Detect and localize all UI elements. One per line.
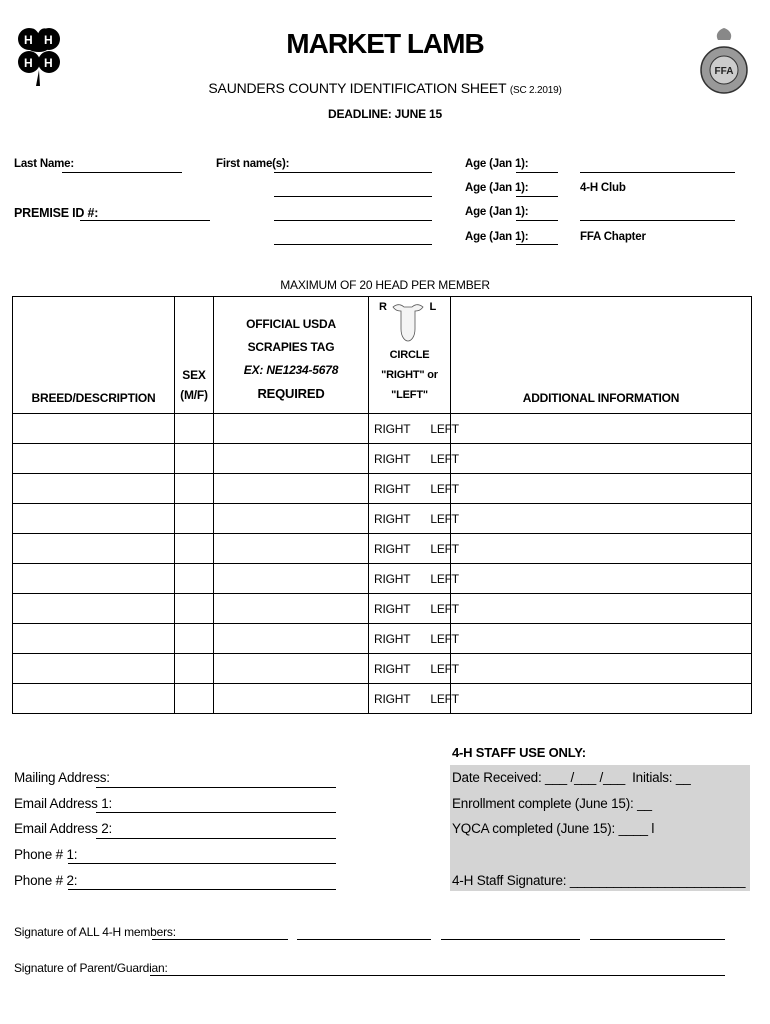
- breed-cell[interactable]: [13, 414, 175, 444]
- club-label: 4-H Club: [580, 182, 626, 194]
- tag-cell[interactable]: [214, 474, 369, 504]
- deadline: DEADLINE: JUNE 15: [328, 107, 442, 121]
- sex-cell[interactable]: [175, 474, 214, 504]
- email-2-label: Email Address 2:: [14, 821, 113, 836]
- header-scrapies-tag: OFFICIAL USDA SCRAPIES TAG EX: NE1234-5678 REQUIRED: [214, 297, 369, 414]
- phone-2-label: Phone # 2:: [14, 873, 78, 888]
- tag-cell[interactable]: [214, 624, 369, 654]
- ear-side-cell[interactable]: RIGHT LEFT: [369, 594, 451, 624]
- breed-cell[interactable]: [13, 594, 175, 624]
- info-cell[interactable]: [451, 474, 752, 504]
- member-signature-field-2[interactable]: [297, 938, 431, 940]
- table-row: [13, 534, 752, 564]
- breed-cell[interactable]: [13, 624, 175, 654]
- table-row: [13, 444, 752, 474]
- info-cell[interactable]: [451, 654, 752, 684]
- email-1-label: Email Address 1:: [14, 796, 113, 811]
- table-row: [13, 654, 752, 684]
- table-row: [13, 504, 752, 534]
- club-field[interactable]: [580, 171, 735, 173]
- sex-cell[interactable]: [175, 504, 214, 534]
- premise-id-field[interactable]: [80, 219, 210, 221]
- first-names-label: First name(s):: [216, 158, 290, 170]
- tag-cell[interactable]: [214, 684, 369, 714]
- member-signature-field-3[interactable]: [441, 938, 580, 940]
- mailing-address-field[interactable]: [96, 786, 336, 788]
- sex-cell[interactable]: [175, 564, 214, 594]
- age-label-4: Age (Jan 1):: [465, 231, 529, 243]
- animal-table: [12, 296, 752, 714]
- form-title: MARKET LAMB: [286, 28, 484, 59]
- email-2-field[interactable]: [96, 837, 336, 839]
- info-cell[interactable]: [451, 624, 752, 654]
- staff-use-title: 4-H STAFF USE ONLY:: [452, 745, 586, 760]
- tag-cell[interactable]: [214, 414, 369, 444]
- age-field-2[interactable]: [516, 195, 558, 197]
- info-cell[interactable]: [451, 414, 752, 444]
- info-cell[interactable]: [451, 684, 752, 714]
- last-name-label: Last Name:: [14, 158, 74, 170]
- first-name-field-4[interactable]: [274, 243, 432, 245]
- info-cell[interactable]: [451, 564, 752, 594]
- email-1-field[interactable]: [96, 811, 336, 813]
- first-name-field-1[interactable]: [274, 171, 432, 173]
- ffa-chapter-field[interactable]: [580, 219, 735, 221]
- tag-cell[interactable]: [214, 504, 369, 534]
- ear-side-cell[interactable]: RIGHT LEFT: [369, 564, 451, 594]
- first-name-field-3[interactable]: [274, 219, 432, 221]
- enrollment-field[interactable]: Enrollment complete (June 15): __: [452, 796, 652, 811]
- breed-cell[interactable]: [13, 504, 175, 534]
- tag-cell[interactable]: [214, 564, 369, 594]
- sex-cell[interactable]: [175, 444, 214, 474]
- mailing-address-label: Mailing Address:: [14, 770, 110, 785]
- age-label-3: Age (Jan 1):: [465, 206, 529, 218]
- info-cell[interactable]: [451, 504, 752, 534]
- age-field-4[interactable]: [516, 243, 558, 245]
- tag-cell[interactable]: [214, 654, 369, 684]
- sex-cell[interactable]: [175, 534, 214, 564]
- date-received-field[interactable]: Date Received: ___ /___ /___ Initials: __: [452, 770, 691, 785]
- last-name-field[interactable]: [62, 171, 182, 173]
- form-subtitle: SAUNDERS COUNTY IDENTIFICATION SHEET (SC 2.2019): [208, 80, 562, 96]
- parent-signature-label: Signature of Parent/Guardian:: [14, 961, 168, 975]
- table-row: [13, 414, 752, 444]
- header-breed: BREED/DESCRIPTION: [13, 297, 175, 414]
- ffa-chapter-label: FFA Chapter: [580, 231, 646, 243]
- phone-1-label: Phone # 1:: [14, 847, 78, 862]
- sex-cell[interactable]: [175, 624, 214, 654]
- sex-cell[interactable]: [175, 414, 214, 444]
- parent-signature-field[interactable]: [150, 974, 725, 976]
- table-row: [13, 594, 752, 624]
- breed-cell[interactable]: [13, 564, 175, 594]
- table-row: [13, 564, 752, 594]
- svg-text:H: H: [44, 33, 53, 47]
- tag-cell[interactable]: [214, 534, 369, 564]
- ear-side-cell[interactable]: RIGHT LEFT: [369, 474, 451, 504]
- yqca-field[interactable]: YQCA completed (June 15): ____ l: [452, 821, 655, 836]
- info-cell[interactable]: [451, 534, 752, 564]
- info-cell[interactable]: [451, 444, 752, 474]
- ear-side-cell[interactable]: RIGHT LEFT: [369, 414, 451, 444]
- age-field-3[interactable]: [516, 219, 558, 221]
- phone-2-field[interactable]: [68, 888, 336, 890]
- members-signature-label: Signature of ALL 4-H members:: [14, 925, 176, 939]
- tag-cell[interactable]: [214, 444, 369, 474]
- ear-side-cell[interactable]: RIGHT LEFT: [369, 504, 451, 534]
- member-signature-field-4[interactable]: [590, 938, 725, 940]
- phone-1-field[interactable]: [68, 862, 336, 864]
- max-head-note: MAXIMUM OF 20 HEAD PER MEMBER: [280, 278, 490, 292]
- breed-cell[interactable]: [13, 654, 175, 684]
- sex-cell[interactable]: [175, 684, 214, 714]
- first-name-field-2[interactable]: [274, 195, 432, 197]
- table-row: [13, 684, 752, 714]
- tag-cell[interactable]: [214, 594, 369, 624]
- table-row: [13, 624, 752, 654]
- info-cell[interactable]: [451, 594, 752, 624]
- breed-cell[interactable]: [13, 534, 175, 564]
- ear-side-cell[interactable]: RIGHT LEFT: [369, 534, 451, 564]
- breed-cell[interactable]: [13, 684, 175, 714]
- ear-side-cell[interactable]: RIGHT LEFT: [369, 654, 451, 684]
- ear-side-cell[interactable]: RIGHT LEFT: [369, 684, 451, 714]
- svg-text:H: H: [24, 56, 33, 70]
- svg-text:H: H: [44, 56, 53, 70]
- header-additional-info: ADDITIONAL INFORMATION: [451, 297, 752, 414]
- member-signature-field-1[interactable]: [152, 938, 288, 940]
- ear-side-cell[interactable]: RIGHT LEFT: [369, 444, 451, 474]
- ear-side-cell[interactable]: RIGHT LEFT: [369, 624, 451, 654]
- header-ear-side: R L CIRCLE "RIGHT" or "LEFT": [369, 297, 451, 414]
- sex-cell[interactable]: [175, 594, 214, 624]
- staff-signature-field[interactable]: 4-H Staff Signature: ________________________: [452, 873, 746, 888]
- sex-cell[interactable]: [175, 654, 214, 684]
- age-field-1[interactable]: [516, 171, 558, 173]
- svg-text:FFA: FFA: [714, 66, 734, 77]
- age-label-1: Age (Jan 1):: [465, 158, 529, 170]
- age-label-2: Age (Jan 1):: [465, 182, 529, 194]
- header-sex: SEX (M/F): [175, 297, 214, 414]
- premise-id-label: PREMISE ID #:: [14, 206, 99, 220]
- table-row: [13, 474, 752, 504]
- sheep-head-icon: [390, 299, 426, 343]
- breed-cell[interactable]: [13, 444, 175, 474]
- svg-text:H: H: [24, 33, 33, 47]
- breed-cell[interactable]: [13, 474, 175, 504]
